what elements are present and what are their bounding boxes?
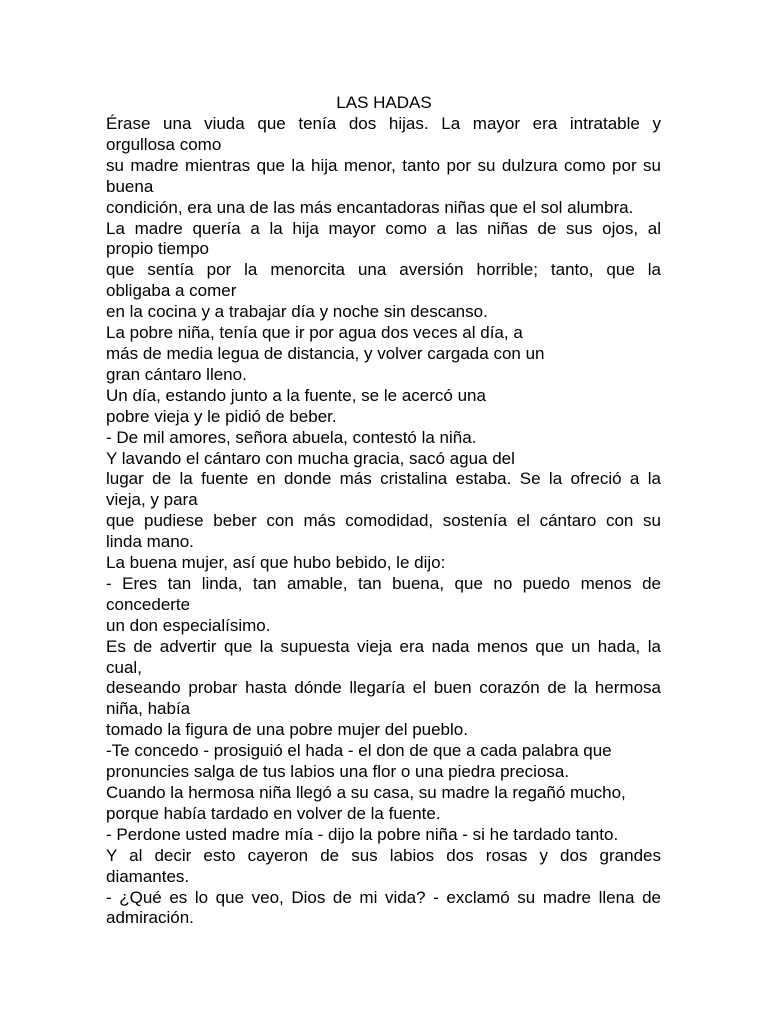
text-line: porque había tardado en volver de la fuente. (106, 803, 441, 823)
text-line: Érase una viuda que tenía dos hijas. La mayor era intratable y (106, 114, 661, 133)
paragraph (106, 219, 661, 261)
text-line: pronuncies salga de tus labios una flor o una piedra preciosa. (106, 762, 570, 782)
text-line: concederte (106, 594, 191, 614)
text-line: admiración. (106, 908, 194, 928)
paragraph (106, 469, 661, 511)
text-line: La pobre niña, tenía que ir por agua dos veces al día, a (106, 323, 523, 343)
paragraph (106, 302, 661, 323)
paragraph (106, 678, 661, 720)
paragraph (106, 804, 661, 825)
text-line: obligaba a comer (106, 281, 237, 301)
paragraph (106, 616, 661, 637)
text-line: orgullosa como (106, 134, 222, 154)
paragraph (106, 114, 661, 156)
paragraph (106, 428, 661, 449)
paragraph (106, 720, 661, 741)
paragraph (106, 511, 661, 553)
text-line: tomado la figura de una pobre mujer del pueblo. (106, 720, 468, 740)
paragraph (106, 553, 661, 574)
paragraph (106, 386, 661, 407)
text-line: Y lavando el cántaro con mucha gracia, sacó agua del (106, 448, 515, 468)
paragraph (106, 783, 661, 804)
paragraph (106, 825, 661, 846)
paragraph (106, 846, 661, 888)
paragraph (106, 574, 661, 616)
text-line: pobre vieja y le pidió de beber. (106, 406, 337, 426)
text-line: La buena mujer, así que hubo bebido, le dijo: (106, 553, 446, 573)
text-line: Cuando la hermosa niña llegó a su casa, su madre la regañó mucho, (106, 783, 626, 802)
text-line: deseando probar hasta dónde llegaría el buen corazón de la hermosa (106, 678, 661, 698)
text-line: cual, (106, 657, 142, 677)
paragraph (106, 365, 661, 386)
document-title: LAS HADAS (336, 93, 432, 112)
text-line: más de media legua de distancia, y volver cargada con un (106, 343, 545, 363)
paragraph (106, 449, 661, 470)
text-line: vieja, y para (106, 490, 198, 510)
paragraph (106, 637, 661, 679)
text-line: Es de advertir que la supuesta vieja era nada menos que un hada, la (106, 636, 661, 656)
paragraph (106, 198, 661, 219)
text-line: propio tiempo (106, 239, 210, 259)
text-line: gran cántaro lleno. (106, 364, 247, 384)
text-line: linda mano. (106, 532, 194, 552)
text-line: Y al decir esto cayeron de sus labios dos rosas y dos grandes (106, 845, 661, 865)
text-line: que pudiese beber con más comodidad, sostenía el cántaro con su (106, 511, 661, 531)
paragraph (106, 156, 661, 198)
text-line: diamantes. (106, 866, 190, 886)
text-line: un don especialísimo. (106, 615, 271, 635)
paragraph (106, 741, 661, 762)
text-line: que sentía por la menorcita una aversión horrible; tanto, que la (106, 260, 661, 280)
paragraph (106, 344, 661, 365)
document-body (106, 114, 661, 929)
paragraph (106, 260, 661, 302)
text-line: La madre quería a la hija mayor como a las niñas de sus ojos, al (106, 218, 661, 238)
text-line: -Te concedo - prosiguió el hada - el don de que a cada palabra que (106, 741, 612, 761)
paragraph (106, 407, 661, 428)
text-line: su madre mientras que la hija menor, tanto por su dulzura como por su (106, 155, 661, 175)
text-line: en la cocina y a trabajar día y noche sin descanso. (106, 302, 488, 322)
paragraph (106, 323, 661, 344)
text-line: buena (106, 176, 154, 196)
text-line: Un día, estando junto a la fuente, se le acercó una (106, 385, 486, 405)
text-line: - Perdone usted madre mía - dijo la pobre niña - si he tardado tanto. (106, 824, 619, 844)
text-line: niña, había (106, 699, 191, 719)
paragraph (106, 888, 661, 930)
text-line: lugar de la fuente en donde más cristalina estaba. Se la ofreció a la (106, 469, 661, 489)
text-line: condición, era una de las más encantadoras niñas que el sol alumbra. (106, 197, 634, 217)
text-line: - De mil amores, señora abuela, contestó la niña. (106, 427, 477, 447)
text-line: - ¿Qué es lo que veo, Dios de mi vida? - exclamó su madre llena de (106, 887, 661, 907)
paragraph (106, 762, 661, 783)
text-line: - Eres tan linda, tan amable, tan buena, que no puedo menos de (106, 573, 661, 593)
